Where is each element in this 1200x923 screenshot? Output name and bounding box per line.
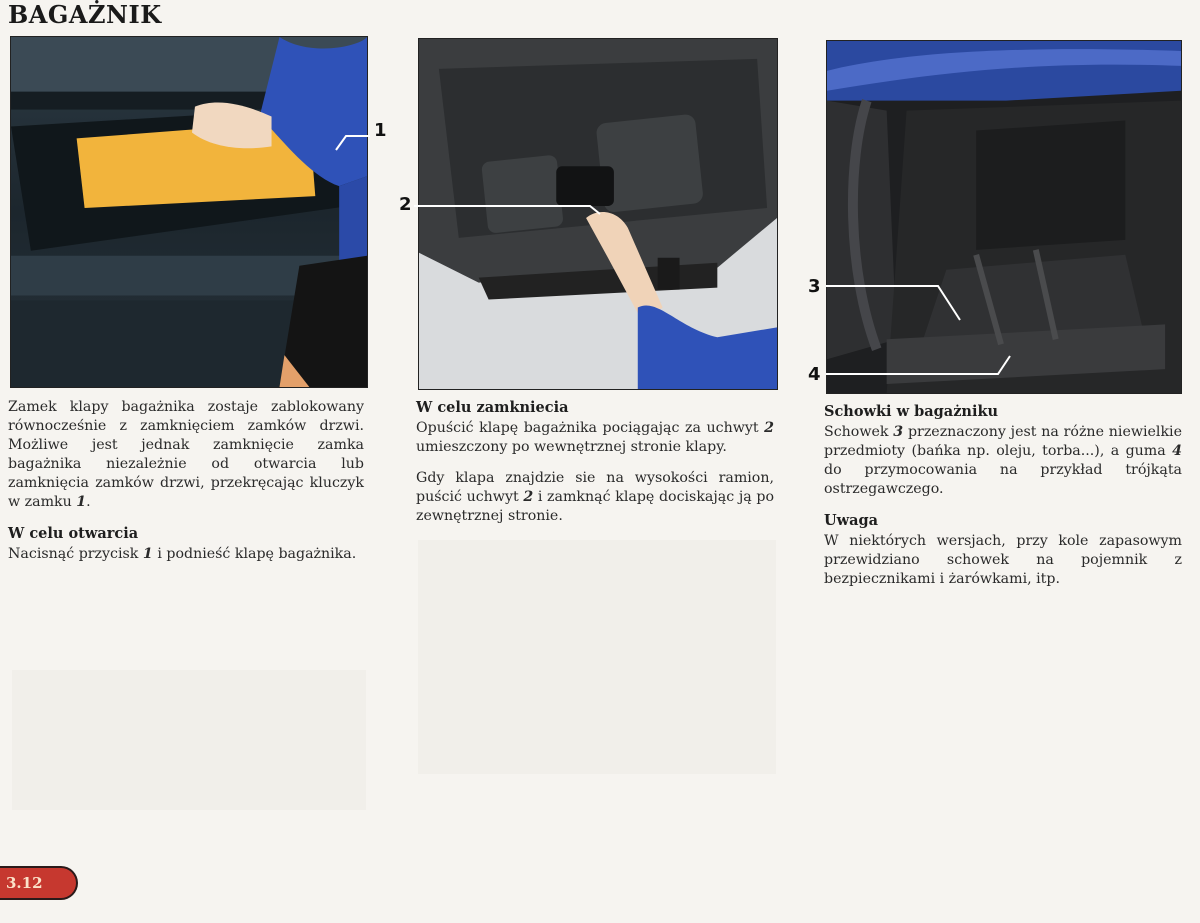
bleed-through-area-left xyxy=(12,670,366,810)
close-paragraph-2: Gdy klapa znajdzie sie na wysokości ramion, puścić uchwyt 2 i zamknąć klapę dociskając ją po zewnętrznej stronie. xyxy=(416,470,774,524)
close-paragraph-1: Opuścić klapę bagażnika pociągając za uchwyt 2 umieszczony po wewnętrznej stronie klapy. xyxy=(416,420,774,455)
callout-1: 1 xyxy=(374,120,387,141)
callout-4: 4 xyxy=(808,364,821,385)
storage-paragraph: Schowek 3 przeznaczony jest na różne niewielkie przedmioty (bańka np. oleju, torba...), a guma 4 do przymocowania na przykład trójkąta ostrzegawczego. xyxy=(824,424,1182,497)
page-number-tab: 3.12 xyxy=(0,866,78,900)
page-title: BAGAŻNIK xyxy=(8,0,162,29)
note-paragraph: W niektórych wersjach, przy kole zapasowym przewidziano schowek na pojemnik z bezpiecznikami i żarówkami, itp. xyxy=(824,533,1182,587)
photo-trunk-lid-handle xyxy=(418,38,778,390)
note-heading: Uwaga xyxy=(824,512,879,529)
column-trunk-lock xyxy=(8,398,364,576)
close-heading: W celu zamkniecia xyxy=(416,399,569,416)
callout-3: 3 xyxy=(808,276,821,297)
storage-heading: Schowki w bagażniku xyxy=(824,403,999,420)
column-closing xyxy=(416,398,774,538)
open-paragraph: Nacisnąć przycisk 1 i podnieść klapę bagażnika. xyxy=(8,546,357,562)
column-storage xyxy=(824,402,1182,601)
photo-trunk-lock xyxy=(10,36,368,388)
photo-trunk-storage xyxy=(826,40,1182,394)
callout-2: 2 xyxy=(399,194,412,215)
trunk-lock-paragraph: Zamek klapy bagażnika zostaje zablokowany równocześnie z zamknięciem zamków drzwi. Możliwe jest jednak zamknięcie zamka bagażnika niezależnie od otwarcia lub zamknięcia zamków drzwi, przekręcając kluczyk w zamku 1. xyxy=(8,399,364,510)
open-heading: W celu otwarcia xyxy=(8,525,139,542)
bleed-through-area-middle xyxy=(418,540,776,774)
